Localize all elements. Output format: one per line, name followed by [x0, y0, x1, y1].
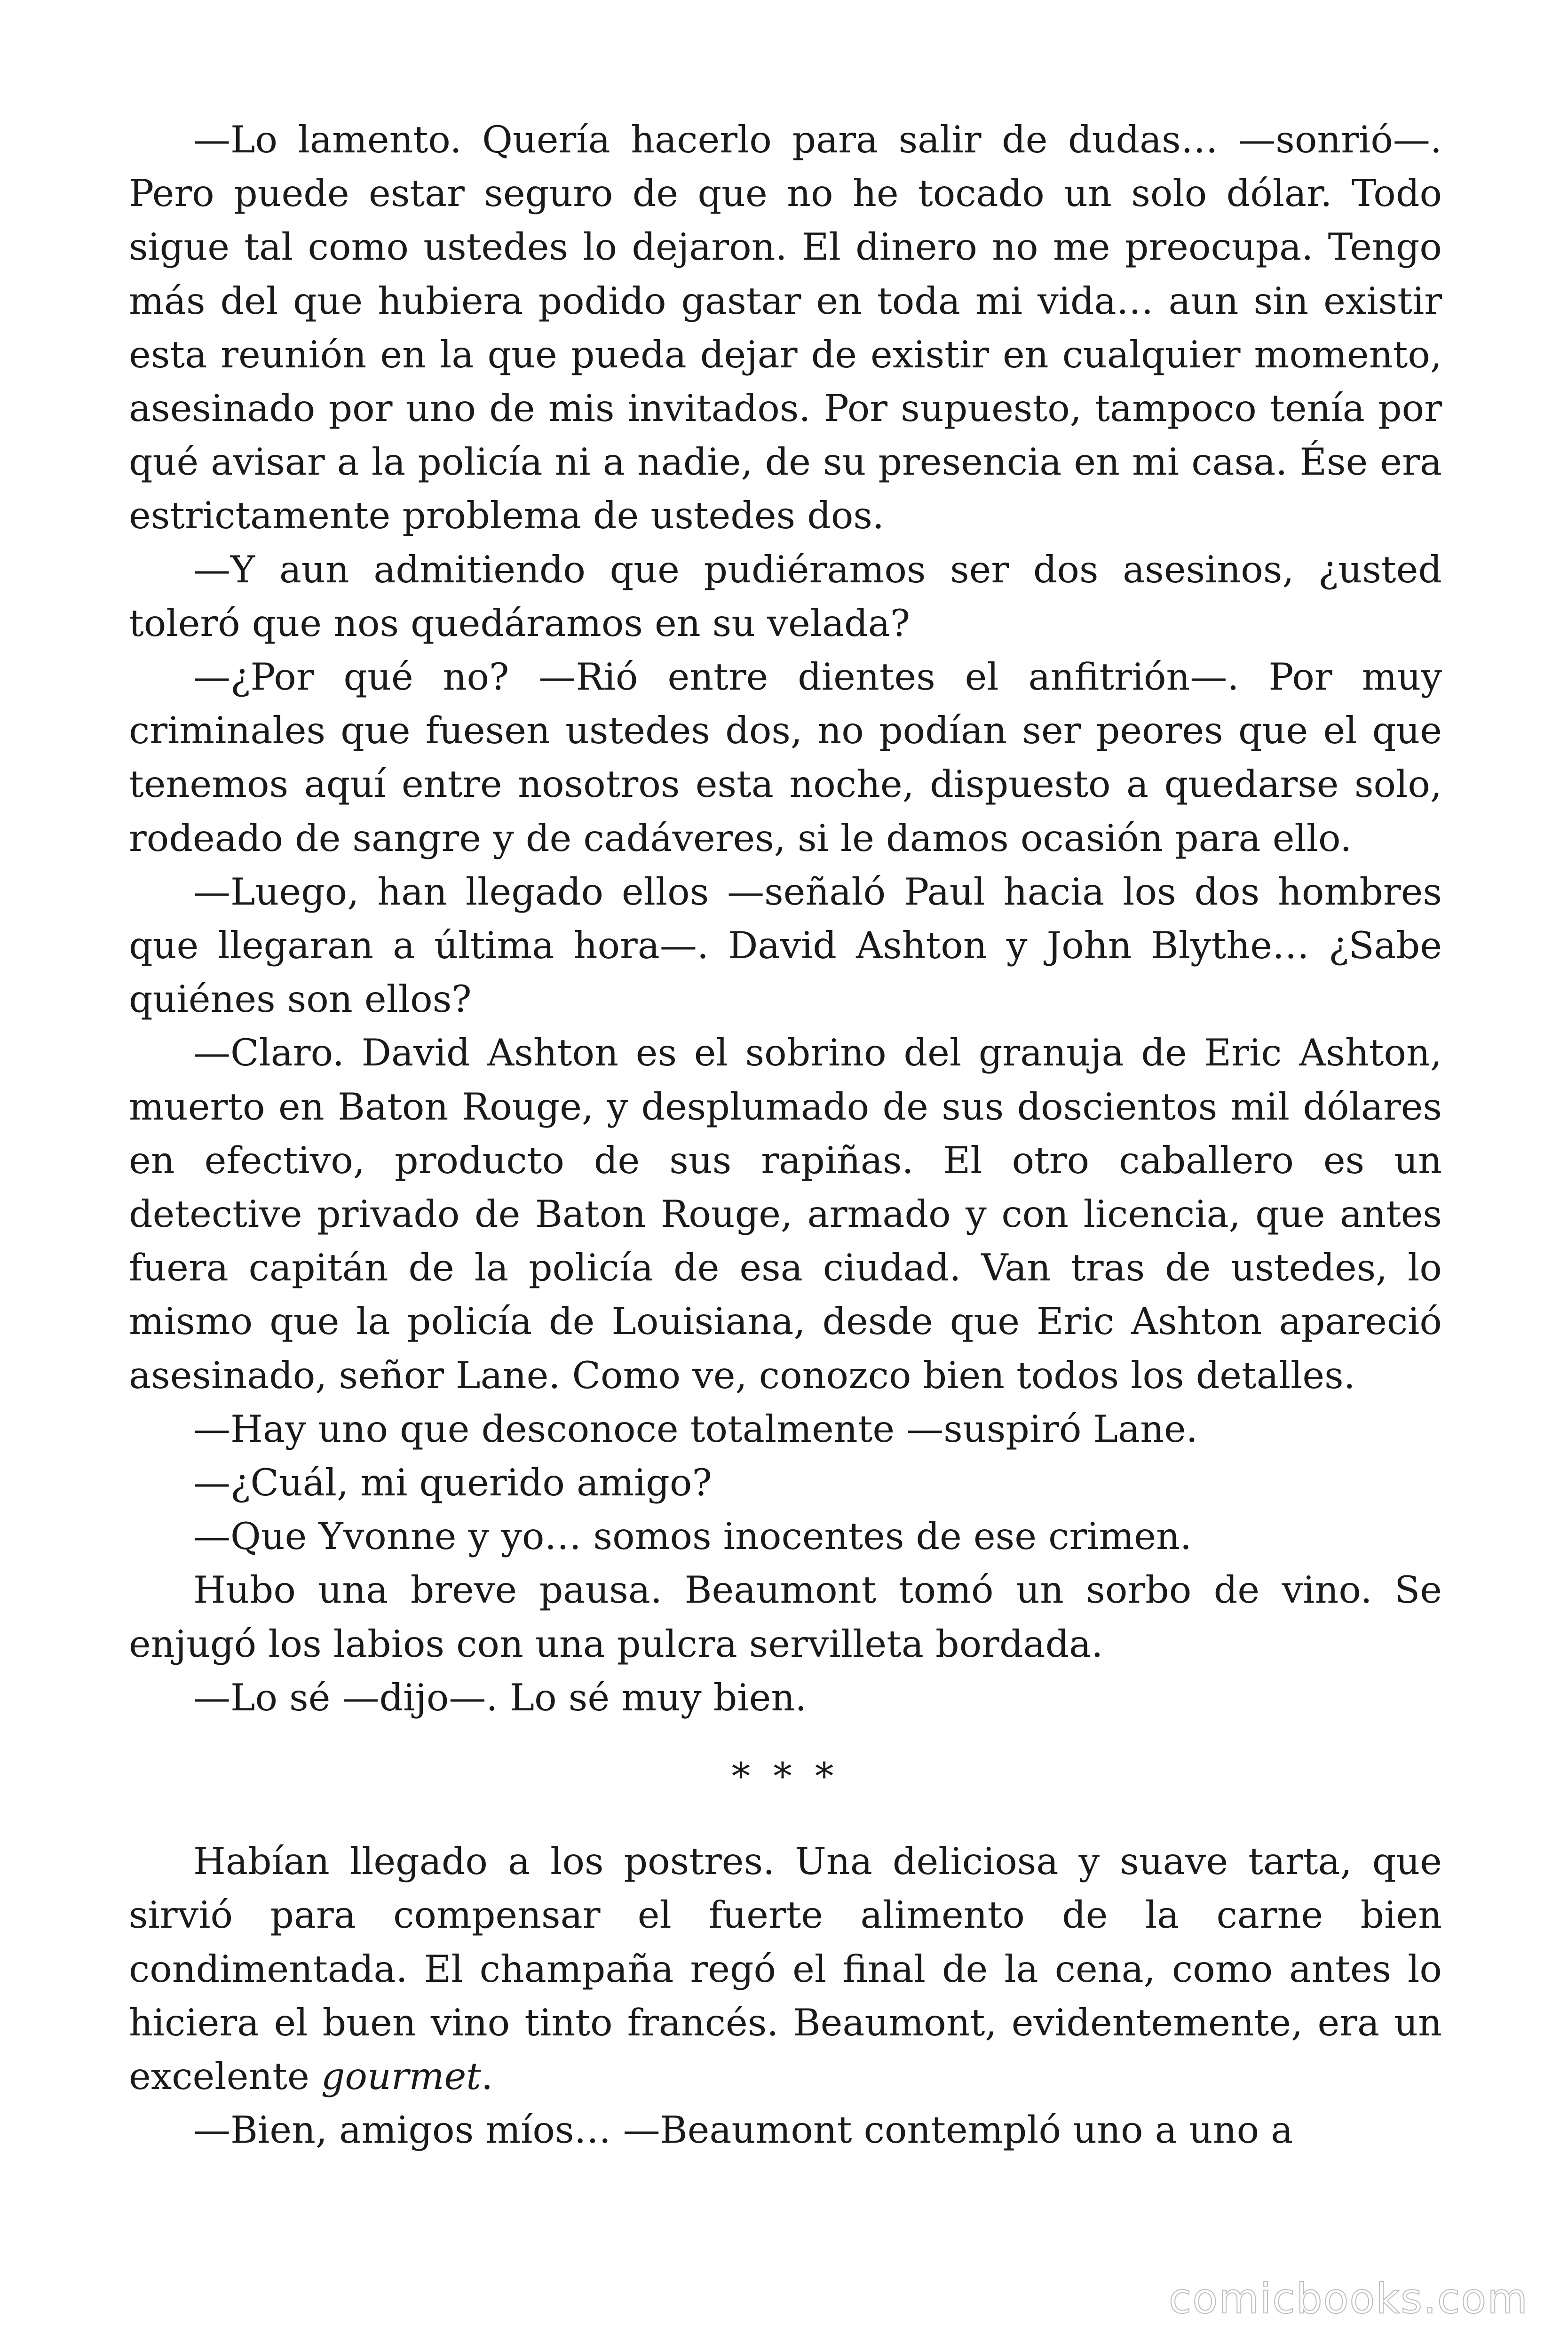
book-page — [129, 113, 1442, 2157]
paragraph: —Luego, han llegado ellos —señaló Paul hacia los dos hombres que llegaran a última hora—. David Ashton y John Blythe… ¿Sabe quiénes son ellos? — [129, 870, 1442, 1021]
paragraph: —Lo sé —dijo—. Lo sé muy bien. — [193, 1676, 807, 1719]
paragraph — [129, 1835, 1442, 2103]
paragraph: —Y aun admitiendo que pudiéramos ser dos asesinos, ¿usted toleró que nos quedáramos en su velada? — [129, 548, 1442, 645]
paragraph: —Lo lamento. Quería hacerlo para salir de dudas… —sonrió—. Pero puede estar seguro de que no he tocado un solo dólar. Todo sigue tal como ustedes lo dejaron. El dinero no me preocupa. Tengo más del que hubiera podido gastar en toda mi vida… aun sin existir esta reunión en la que pueda dejar de existir en cualquier momento, asesinado por uno de mis invitados. Por supuesto, tampoco tenía por qué avisar a la policía ni a nadie, de su presencia en mi casa. Ése era estrictamente problema de ustedes dos. — [129, 118, 1442, 538]
paragraph-text: Habían llegado a los postres. Una deliciosa y suave tarta, que sirvió para compensar el fuerte alimento de la carne bien condimentada. El champaña regó el final de la cena, como antes lo hiciera el buen vino tinto francés. Beaumont, evidentemente, era un excelente — [129, 1840, 1442, 2098]
paragraph: —Que Yvonne y yo… somos inocentes de ese crimen. — [193, 1515, 1192, 1558]
paragraph: —Hay uno que desconoce totalmente —suspiró Lane. — [193, 1407, 1198, 1451]
paragraph: —¿Cuál, mi querido amigo? — [193, 1461, 712, 1505]
section-separator: * * * — [731, 1755, 839, 1798]
paragraph: Hubo una breve pausa. Beaumont tomó un sorbo de vino. Se enjugó los labios con una pulcra servilleta bordada. — [129, 1568, 1442, 1666]
italic-term: gourmet — [321, 2054, 481, 2098]
paragraph-end: . — [481, 2054, 493, 2098]
paragraph: —Claro. David Ashton es el sobrino del granuja de Eric Ashton, muerto en Baton Rouge, y desplumado de sus doscientos mil dólares en efectivo, producto de sus rapiñas. El otro caballero es un detective privado de Baton Rouge, armado y con licencia, que antes fuera capitán de la policía de esa ciudad. Van tras de ustedes, lo mismo que la policía de Louisiana, desde que Eric Ashton apareció asesinado, señor Lane. Como ve, conozco bien todos los detalles. — [129, 1031, 1442, 1397]
paragraph: —¿Por qué no? —Rió entre dientes el anfitrión—. Por muy criminales que fuesen ustedes dos, no podían ser peores que el que tenemos aquí entre nosotros esta noche, dispuesto a quedarse solo, rodeado de sangre y de cadáveres, si le damos ocasión para ello. — [129, 655, 1442, 860]
watermark: comicbooks.com — [1168, 2274, 1528, 2323]
paragraph: —Bien, amigos míos… —Beaumont contempló uno a uno a — [193, 2108, 1293, 2152]
